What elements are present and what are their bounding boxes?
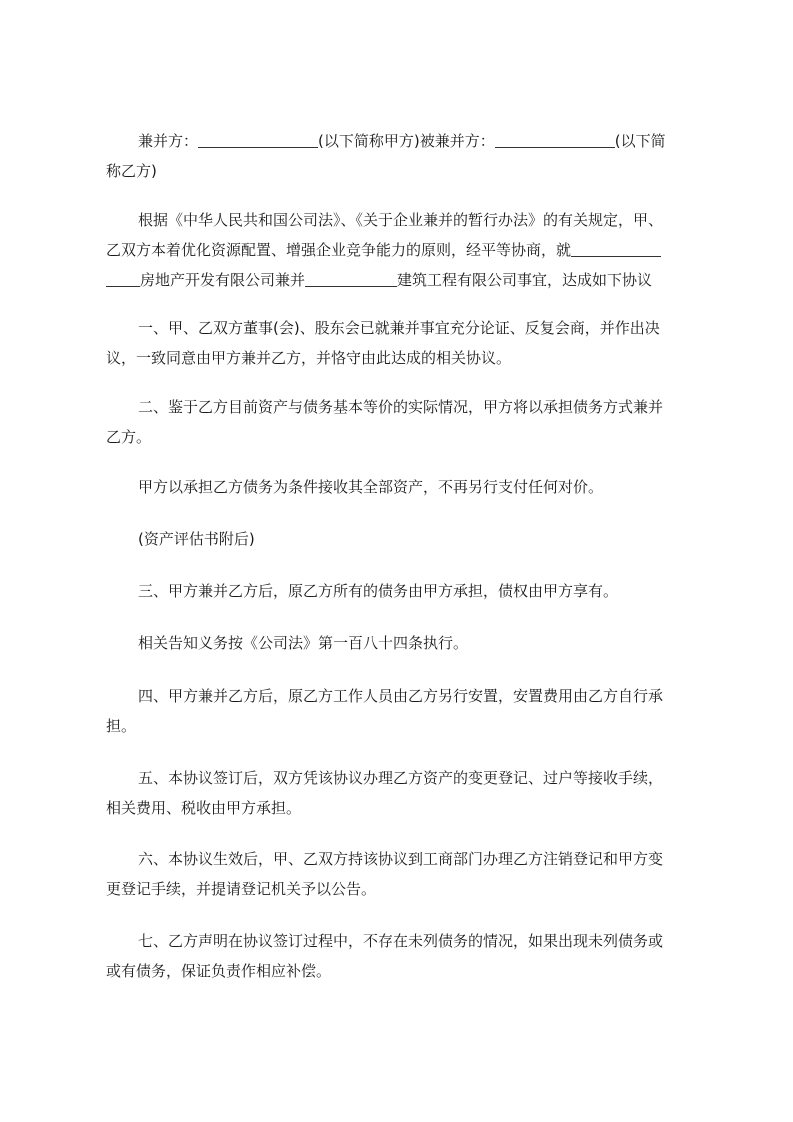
parties-paragraph (106, 126, 700, 186)
clause-3 (106, 576, 700, 606)
notice-obligation-line: 相关告知义务按《公司法》第一百八十四条执行。 (138, 634, 469, 652)
clause-6-line-1: 六、本协议生效后，甲、乙双方持该协议到工商部门办理乙方注销登记和甲方变 (138, 850, 664, 868)
clause-6-line-2: 更登记手续，并提请登记机关予以公告。 (106, 880, 377, 898)
acquirer-name-blank[interactable] (198, 131, 318, 148)
clause-4-line-2: 担。 (106, 717, 137, 735)
preamble-line-3-mid: 房地产开发有限公司兼并 (140, 271, 306, 289)
project-blank-start[interactable] (571, 240, 661, 257)
clause-5 (106, 763, 700, 823)
clause-2-line-2: 乙方。 (106, 428, 152, 446)
construction-company-blank[interactable] (305, 270, 397, 287)
clause-2-note-line: 甲方以承担乙方债务为条件接收其全部资产，不再另行支付任何对价。 (138, 478, 604, 496)
acquirer-label: 兼并方： (138, 132, 199, 150)
clause-7-line-1: 七、乙方声明在协议签订过程中，不存在未列债务的情况，如果出现未列债务或 (138, 932, 664, 950)
notice-obligation (106, 628, 700, 658)
acquirer-suffix: (以下简称甲方) (318, 132, 420, 150)
preamble-line-2: 乙双方本着优化资源配置、增强企业竞争能力的原则，经平等协商，就 (106, 241, 572, 259)
appraisal-note (106, 524, 700, 554)
acquiree-suffix: (以下简 (614, 132, 666, 150)
clause-1-line-1: 一、甲、乙双方董事(会)、股东会已就兼并事宜充分论证、反复会商，并作出决 (138, 319, 660, 337)
clause-7 (106, 926, 700, 986)
clause-7-line-2: 或有债务，保证负责作相应补偿。 (106, 962, 332, 980)
acquiree-label: 被兼并方： (419, 132, 495, 150)
project-blank-end[interactable] (106, 270, 140, 287)
clause-4-line-1: 四、甲方兼并乙方后，原乙方工作人员由乙方另行安置，安置费用由乙方自行承 (138, 687, 664, 705)
clause-1-line-2: 议，一致同意由甲方兼并乙方，并恪守由此达成的相关协议。 (106, 349, 512, 367)
acquiree-name-blank[interactable] (495, 131, 615, 148)
clause-3-line-1: 三、甲方兼并乙方后，原乙方所有的债务由甲方承担，债权由甲方享有。 (138, 582, 619, 600)
preamble-line-3-end: 建筑工程有限公司事宜，达成如下协议 (397, 271, 653, 289)
clause-6 (106, 844, 700, 904)
clause-1 (106, 313, 700, 373)
clause-2-line-1: 二、鉴于乙方目前资产与债务基本等价的实际情况，甲方将以承担债务方式兼并 (138, 398, 664, 416)
clause-2 (106, 392, 700, 452)
clause-4 (106, 681, 700, 741)
acquiree-suffix-cont: 称乙方) (106, 162, 157, 180)
preamble-line-1: 根据《中华人民共和国公司法》、《关于企业兼并的暂行办法》的有关规定，甲、 (138, 211, 664, 229)
clause-5-line-1: 五、本协议签订后，双方凭该协议办理乙方资产的变更登记、过户等接收手续， (138, 769, 664, 787)
clause-2-note (106, 472, 700, 502)
clause-5-line-2: 相关费用、税收由甲方承担。 (106, 799, 302, 817)
preamble-paragraph (106, 205, 700, 295)
appraisal-note-line: (资产评估书附后) (138, 530, 255, 548)
